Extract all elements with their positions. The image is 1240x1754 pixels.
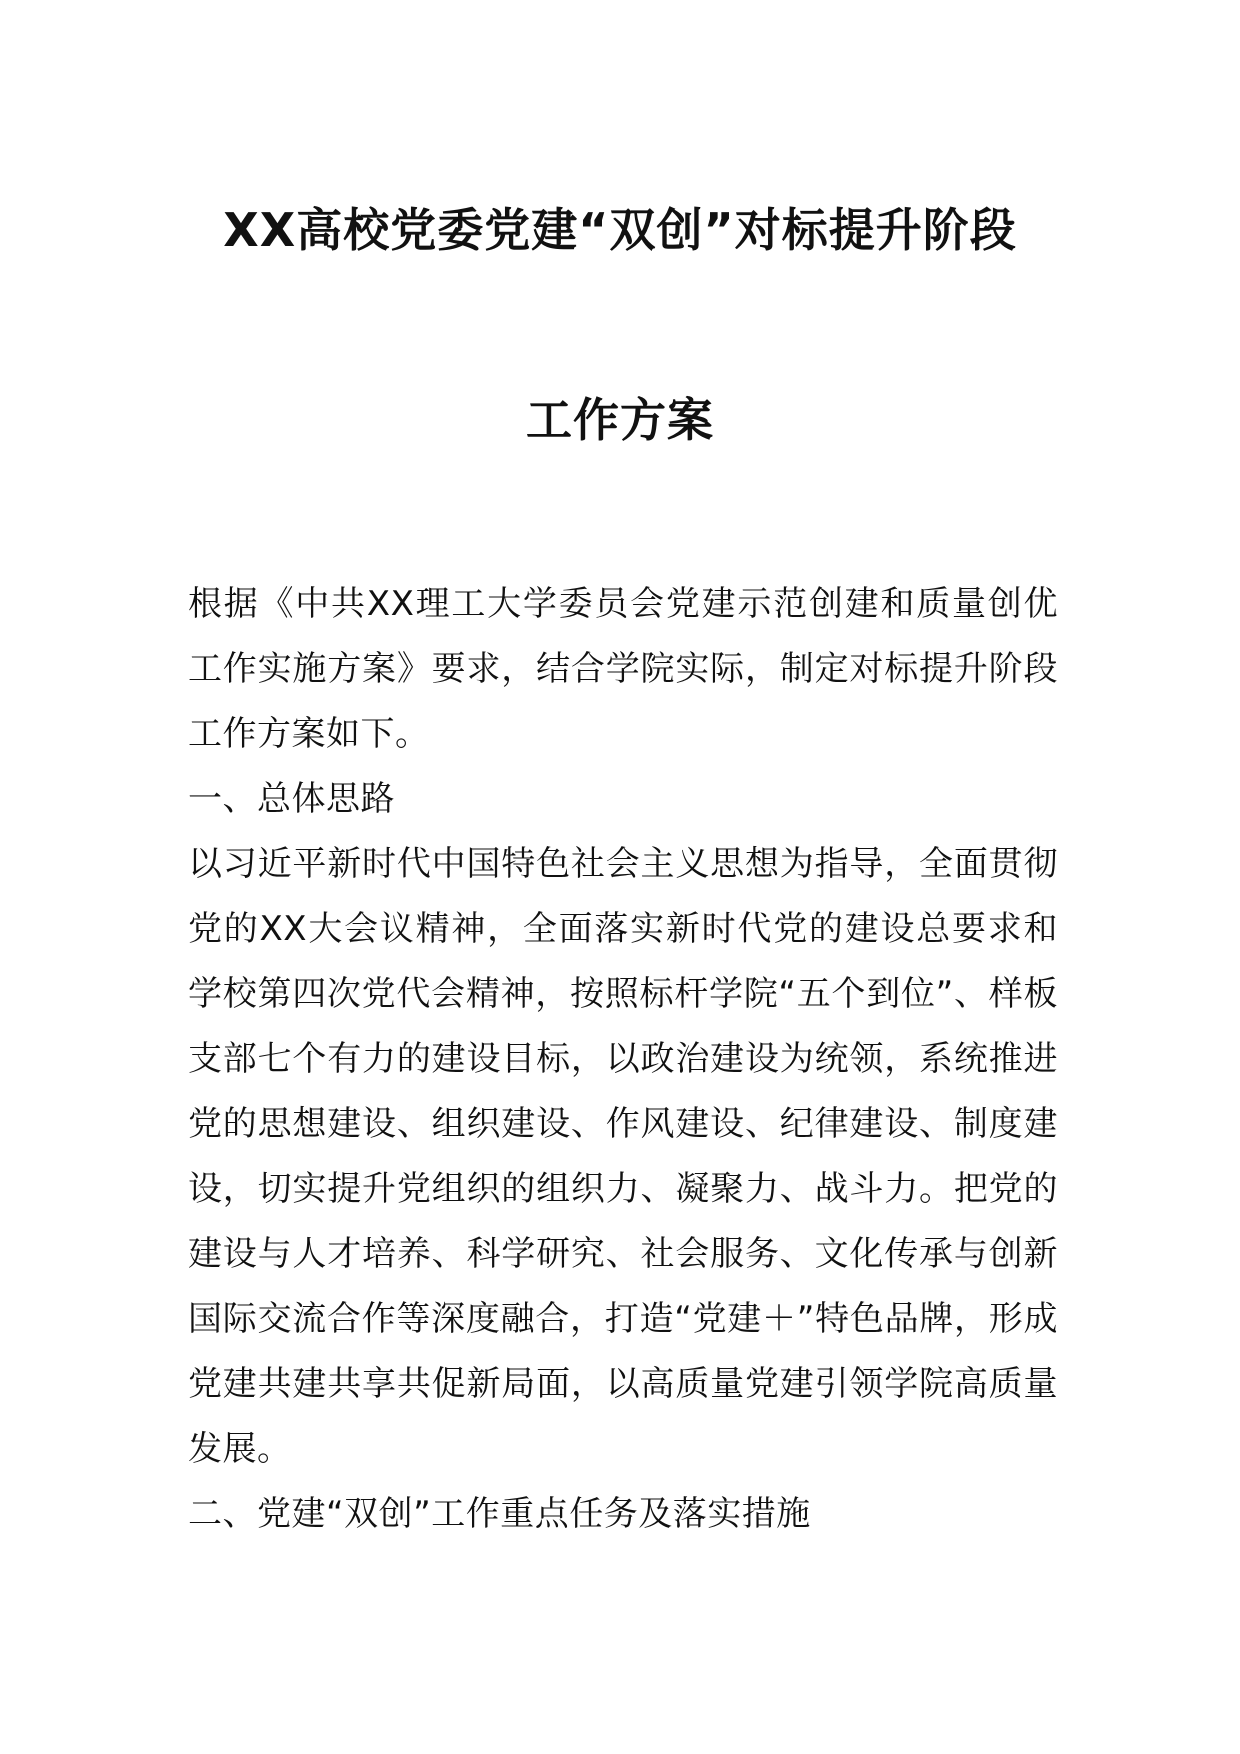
section-1-paragraph: 以习近平新时代中国特色社会主义思想为指导，全面贯彻党的XX大会议精神，全面落实新时代党的建设总要求和学校第四次党代会精神，按照标杆学院“五个到位”、样板支部七个有力的建设目标，以政治建设为统领，系统推进党的思想建设、组织建设、作风建设、纪律建设、制度建设，切实提升党组织的组织力、凝聚力、战斗力。把党的建设与人才培养、科学研究、社会服务、文化传承与创新国际交流合作等深度融合，打造“党建＋”特色品牌，形成党建共建共享共促新局面，以高质量党建引领学院高质量发展。 <box>188 844 1058 1469</box>
document-title-line-1: XX高校党委党建“双创”对标提升阶段 <box>223 203 1017 257</box>
section-heading-1: 一、总体思路 <box>188 779 395 819</box>
document-body <box>188 572 1058 1547</box>
intro-paragraph: 根据《中共XX理工大学委员会党建示范创建和质量创优工作实施方案》要求，结合学院实际，制定对标提升阶段工作方案如下。 <box>188 584 1058 754</box>
section-heading-2: 二、党建“双创”工作重点任务及落实措施 <box>188 1494 811 1534</box>
document-title-line-2: 工作方案 <box>526 393 714 447</box>
